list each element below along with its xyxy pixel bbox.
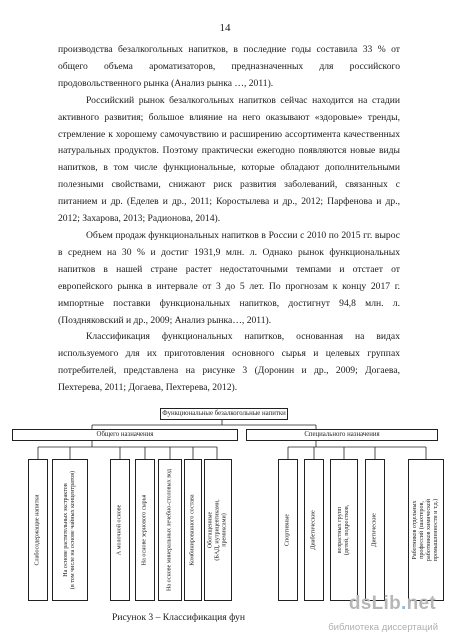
diagram-item-label: Работников отдельных профессий (шахтеров, работников химической промышленности и т.д.)	[412, 498, 439, 562]
group-general-box: Общего назначения	[12, 429, 238, 441]
page-number: 14	[219, 22, 231, 34]
classification-diagram	[0, 403, 450, 615]
diagram-item-box	[408, 459, 444, 601]
diagram-item-box	[28, 459, 48, 601]
diagram-item-label: Обогащенные (БАД, нутрицевтиками, премиксами)	[207, 499, 228, 561]
diagram-item-label: А молочной основе	[116, 504, 123, 556]
paragraph: Объем продаж функциональных напитков в России с 2010 по 2015 гг. вырос в среднем на 30 % и достиг 1931,9 млн. л. Однако рынок функциональных напитков в нашей стране растет недостаточными темпами и отстает от европейского рынка в интервале от 3 до 5 лет. По прогнозам к концу 2017 г. импортные поставки функциональных напитков, достигнут 94,8 млн. л. (Поздняковский и др., 2009; Анализ рынка…, 2011).	[58, 229, 400, 326]
diagram-item-label: возрастных групп (детей, подростков,	[337, 504, 350, 556]
diagram-item-label: На основе минеральных лечебно-столовых вод	[166, 468, 173, 592]
diagram-item-label: Диабетические	[310, 510, 317, 550]
diagram-item-label: Диетические	[371, 513, 378, 547]
diagram-item-box	[304, 459, 324, 601]
watermark-tagline: библиотека диссертаций	[328, 622, 438, 633]
diagram-item-box	[110, 459, 130, 601]
diagram-item-box	[330, 459, 358, 601]
diagram-item-box	[278, 459, 298, 601]
diagram-item-box	[204, 459, 232, 601]
diagram-item-box	[158, 459, 182, 601]
diagram-item-label: Спортивные	[284, 513, 291, 547]
diagram-item-label: Слабосодержащие напитки	[34, 494, 41, 566]
diagram-item-label: Комбинированного состава	[189, 494, 196, 566]
figure-caption: Рисунок 3 – Классификация фун	[112, 612, 245, 623]
diagram-item-box	[184, 459, 202, 601]
dslib-watermark	[306, 593, 442, 633]
diagram-item-label: На основе растительных экстрактов (в том числе на основе чайных концентратов)	[63, 470, 76, 590]
diagram-item-box	[52, 459, 88, 601]
group-special-box: Специального назначения	[246, 429, 438, 441]
body-text	[58, 42, 400, 397]
diagram-item-box	[135, 459, 155, 601]
paragraph: Классификация функциональных напитков, основанная на видах используемого для их приготовления основного сырья и целевых группах потребителей, представлена на рисунке 3 (Доронин и др., 2009; Догаева, Пехтерева, 2011; Догаева, Пехтерева, 2012).	[58, 331, 400, 394]
watermark-logo: dsLib.net	[348, 593, 436, 614]
diagram-item-box	[365, 459, 385, 601]
paragraph: Российский рынок безалкогольных напитков сейчас находится на стадии активного развития; большое влияние на него оказывают «здоровые» тренды, стремление к хорошему самочувствию и расширению ассортимента качественных натуральных продуктов. Поэтому практически ежегодно появляются новые виды напитков, в том числе функциональные, которые обладают дополнительными полезными свойствами, снижают риск развития заболеваний, связанных с питанием и др. (Еделев и др., 2011; Коростылева и др., 2012; Парфенова и др., 2012; Захарова, 2013; Радионова, 2014).	[58, 94, 400, 225]
diagram-item-label: На основе зернового сырья	[141, 494, 148, 566]
diagram-root-box: Функциональные безалкогольные напитки	[160, 408, 288, 420]
paragraph: производства безалкогольных напитков, в последние годы составила 33 % от общего объема ароматизаторов, предназначенных для российского продовольственного рынка (Анализ рынка …, 2011).	[58, 44, 400, 89]
